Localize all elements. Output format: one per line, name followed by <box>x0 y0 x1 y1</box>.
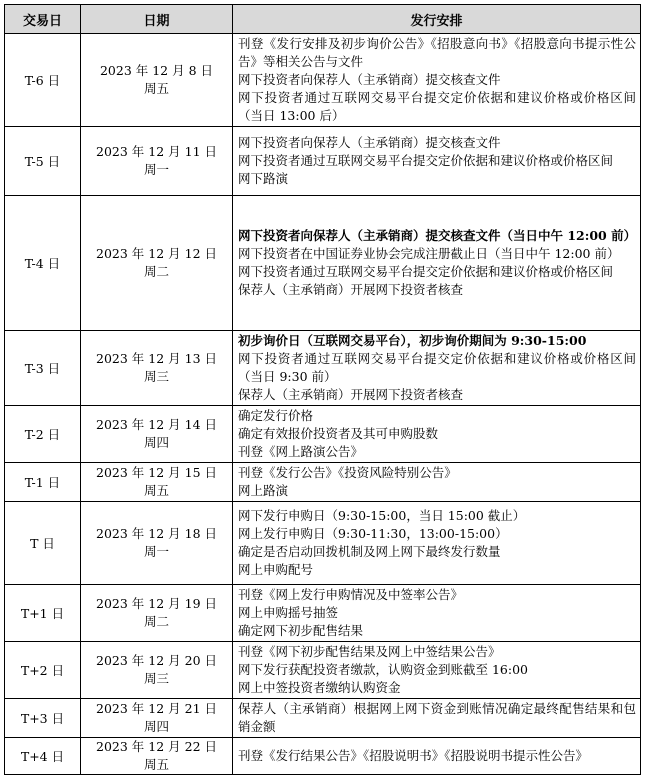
table-row <box>5 585 641 642</box>
date-text: 2023 年 12 月 22 日 <box>96 739 217 754</box>
trading-day-cell: T+1 日 <box>5 585 81 642</box>
arrangement-cell <box>233 585 641 642</box>
trading-day-cell: T-5 日 <box>5 127 81 196</box>
arrangement-cell <box>233 34 641 127</box>
arrangement-item: 网下投资者通过互联网交易平台提交定价依据和建议价格或价格区间（当日 9:30 前） <box>238 351 636 384</box>
arrangement-item: 网下投资者通过互联网交易平台提交定价依据和建议价格或价格区间（当日 13:00 后） <box>238 90 636 123</box>
arrangement-cell <box>233 502 641 585</box>
arrangement-item: 保荐人（主承销商）开展网下投资者核查 <box>238 387 464 402</box>
date-cell <box>81 699 233 738</box>
arrangement-cell <box>233 196 641 331</box>
arrangement-item: 刊登《发行结果公告》《招股说明书》《招股说明书提示性公告》 <box>238 748 589 763</box>
arrangement-cell <box>233 738 641 775</box>
weekday-text: 周五 <box>143 81 169 96</box>
table-row <box>5 406 641 463</box>
trading-day-cell: T-3 日 <box>5 331 81 406</box>
table-row <box>5 699 641 738</box>
date-cell <box>81 738 233 775</box>
table-row <box>5 502 641 585</box>
date-text: 2023 年 12 月 13 日 <box>96 351 217 366</box>
date-cell <box>81 196 233 331</box>
arrangement-item: 网上中签投资者缴纳认购资金 <box>238 680 401 695</box>
weekday-text: 周四 <box>143 719 169 734</box>
arrangement-item: 确定是否启动回拨机制及网上网下最终发行数量 <box>238 544 501 559</box>
weekday-text: 周五 <box>143 757 169 772</box>
date-text: 2023 年 12 月 15 日 <box>96 465 217 480</box>
table-row <box>5 463 641 502</box>
date-cell <box>81 502 233 585</box>
table-row <box>5 34 641 127</box>
trading-day-cell: T+4 日 <box>5 738 81 775</box>
arrangement-item: 刊登《发行公告》《投资风险特别公告》 <box>238 465 457 480</box>
arrangement-item: 刊登《网上发行申购情况及中签率公告》 <box>238 587 464 602</box>
date-cell <box>81 585 233 642</box>
arrangement-item: 网上路演 <box>238 483 289 498</box>
date-text: 2023 年 12 月 14 日 <box>96 417 217 432</box>
arrangement-item: 刊登《网下初步配售结果及网上中签结果公告》 <box>238 644 501 659</box>
date-text: 2023 年 12 月 20 日 <box>96 653 217 668</box>
table-row <box>5 127 641 196</box>
header-trading-day: 交易日 <box>5 5 81 34</box>
arrangement-item: 网下投资者通过互联网交易平台提交定价依据和建议价格或价格区间 <box>238 153 614 168</box>
date-text: 2023 年 12 月 11 日 <box>96 144 217 159</box>
arrangement-item: 保荐人（主承销商）根据网上网下资金到账情况确定最终配售结果和包销金额 <box>238 701 636 734</box>
arrangement-item: 网下投资者向保荐人（主承销商）提交核查文件（当日中午 12:00 前） <box>238 228 637 243</box>
table-row <box>5 196 641 331</box>
arrangement-cell <box>233 331 641 406</box>
header-row <box>5 5 641 34</box>
arrangement-item: 刊登《网上路演公告》 <box>238 444 364 459</box>
trading-day-cell: T-6 日 <box>5 34 81 127</box>
date-cell <box>81 406 233 463</box>
weekday-text: 周二 <box>143 614 169 629</box>
arrangement-item: 网下投资者在中国证券业协会完成注册截止日（当日中午 12:00 前） <box>238 246 620 261</box>
header-date: 日期 <box>81 5 233 34</box>
weekday-text: 周三 <box>143 671 169 686</box>
trading-day-cell: T 日 <box>5 502 81 585</box>
arrangement-item: 保荐人（主承销商）开展网下投资者核查 <box>238 282 464 297</box>
arrangement-cell <box>233 699 641 738</box>
weekday-text: 周五 <box>143 483 169 498</box>
arrangement-item: 网上申购配号 <box>238 562 314 577</box>
arrangement-item: 网下路演 <box>238 171 289 186</box>
arrangement-cell <box>233 406 641 463</box>
arrangement-item: 网下发行申购日（9:30-15:00，当日 15:00 截止） <box>238 508 526 523</box>
trading-day-cell: T-1 日 <box>5 463 81 502</box>
trading-day-cell: T+2 日 <box>5 642 81 699</box>
table-row <box>5 331 641 406</box>
date-text: 2023 年 12 月 18 日 <box>96 526 217 541</box>
date-text: 2023 年 12 月 12 日 <box>96 246 217 261</box>
arrangement-item: 网上发行申购日（9:30-11:30，13:00-15:00） <box>238 526 508 541</box>
table-row <box>5 642 641 699</box>
date-text: 2023 年 12 月 19 日 <box>96 596 217 611</box>
arrangement-item: 初步询价日（互联网交易平台），初步询价期间为 9:30-15:00 <box>238 333 587 348</box>
trading-day-cell: T-2 日 <box>5 406 81 463</box>
arrangement-item: 刊登《发行安排及初步询价公告》《招股意向书》《招股意向书提示性公告》等相关公告与文件 <box>238 36 636 69</box>
arrangement-item: 网下发行获配投资者缴款，认购资金到账截至 16:00 <box>238 662 528 677</box>
date-cell <box>81 463 233 502</box>
trading-day-cell: T-4 日 <box>5 196 81 331</box>
date-cell <box>81 642 233 699</box>
arrangement-cell <box>233 127 641 196</box>
schedule-body <box>5 34 641 775</box>
issuance-schedule-table <box>4 4 641 775</box>
arrangement-item: 确定发行价格 <box>238 408 314 423</box>
date-text: 2023 年 12 月 21 日 <box>96 701 217 716</box>
weekday-text: 周一 <box>143 544 169 559</box>
trading-day-cell: T+3 日 <box>5 699 81 738</box>
arrangement-cell <box>233 463 641 502</box>
date-cell <box>81 127 233 196</box>
weekday-text: 周三 <box>143 369 169 384</box>
date-cell <box>81 34 233 127</box>
date-text: 2023 年 12 月 8 日 <box>99 63 214 78</box>
arrangement-item: 网下投资者通过互联网交易平台提交定价依据和建议价格或价格区间 <box>238 264 614 279</box>
arrangement-item: 确定网下初步配售结果 <box>238 623 364 638</box>
arrangement-item: 网下投资者向保荐人（主承销商）提交核查文件 <box>238 72 501 87</box>
arrangement-item: 网下投资者向保荐人（主承销商）提交核查文件 <box>238 135 501 150</box>
weekday-text: 周二 <box>143 264 169 279</box>
arrangement-item: 网上申购摇号抽签 <box>238 605 339 620</box>
weekday-text: 周四 <box>143 435 169 450</box>
table-row <box>5 738 641 775</box>
header-arrangement: 发行安排 <box>233 5 641 34</box>
weekday-text: 周一 <box>143 162 169 177</box>
arrangement-cell <box>233 642 641 699</box>
date-cell <box>81 331 233 406</box>
arrangement-item: 确定有效报价投资者及其可申购股数 <box>238 426 439 441</box>
